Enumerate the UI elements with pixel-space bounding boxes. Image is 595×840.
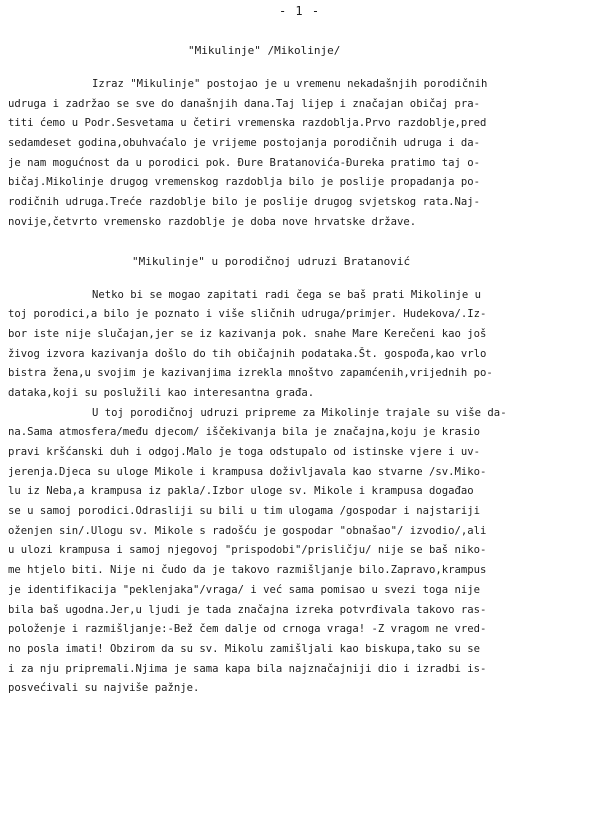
text-line: jerenja.Djeca su uloge Mikole i krampusa doživljavala kao stvarne /sv.Miko- [8, 465, 487, 478]
intro-paragraph [8, 75, 581, 233]
text-line: U toj porodičnoj udruzi pripreme za Mikolinje trajale su više da- [92, 406, 507, 419]
text-line: bila baš ugodna.Jer,u ljudi je tada značajna izreka potvrđivala takovo ras- [8, 603, 487, 616]
text-line: posvećivali su najviše pažnje. [8, 682, 200, 695]
text-line: novije,četvrto vremensko razdoblje je doba nove hrvatske države. [8, 215, 417, 228]
text-line: bistra žena,u svojim je kazivanjima izrekla mnoštvo zapamćenih,vrijednih po- [8, 367, 493, 380]
text-line: lu iz Neba,a krampusa iz pakla/.Izbor uloge sv. Mikole i krampusa događao [8, 485, 474, 498]
section-paragraph [8, 286, 581, 404]
text-line: je nam mogućnost da u porodici pok. Đure Bratanovića-Đureka pratimo taj o- [8, 156, 480, 169]
text-line: Izraz "Mikulinje" postojao je u vremenu nekadašnjih porodičnih [92, 78, 488, 90]
text-line: se u samoj porodici.Odrasliji su bili u tim ulogama /gospodar i najstariji [8, 505, 480, 518]
text-line: sedamdeset godina,obuhvaćalo je vrijeme postojanja porodičnih udruga i da- [8, 137, 480, 150]
text-line: titi ćemo u Podr.Sesvetama u četiri vremenska razdoblja.Prvo razdoblje,pred [8, 117, 487, 130]
text-line: no posla imati! Obzirom da su sv. Mikolu zamišljali kao biskupa,tako su se [8, 642, 480, 655]
text-line: pravi kršćanski duh i odgoj.Malo je toga odstupalo od istinske vjere i uv- [8, 446, 480, 458]
text-line: živog izvora kazivanja došlo do tih običajnih podataka.Št. gospođa,kao vrlo [8, 347, 487, 360]
text-line: oženjen sin/.Ulogu sv. Mikole s radošću je gospodar "obnašao"/ izvodio/,ali [8, 524, 487, 537]
text-line: dataka,koji su poslužili kao interesantna građa. [8, 386, 315, 399]
text-line: je identifikacija "peklenjaka"/vraga/ i već sama pomisao u svezi toga nije [8, 583, 480, 596]
text-line: položenje i razmišljanje:-Bež čem dalje od crnoga vraga! -Z vragom ne vred- [8, 623, 487, 636]
text-line: udruga i zadržao se sve do današnjih dana.Taj lijep i značajan običaj pra- [8, 97, 480, 110]
text-line: bor iste nije slučajan,jer se iz kazivanja pok. snahe Mare Kerečeni kao još [8, 327, 487, 340]
section-heading: "Mikulinje" u porodičnoj udruzi Bratanović [132, 254, 411, 268]
text-line: me htjelo biti. Nije ni čudo da je takovo razmišljanje bilo.Zapravo,krampus [8, 564, 487, 577]
section-paragraph [8, 404, 581, 699]
text-line: toj porodici,a bilo je poznato i više sličnih udruga/primjer. Hudekova/.Iz- [8, 308, 487, 321]
text-line: na.Sama atmosfera/među djecom/ iščekivanja bila je značajna,koju je krasio [8, 426, 480, 439]
text-line: i za nju pripremali.Njima je sama kapa bila najznačajniji dio i izradbi is- [8, 662, 487, 675]
text-line: rodičnih udruga.Treće razdoblje bilo je poslije drugog svjetskog rata.Naj- [8, 196, 480, 209]
text-line: bičaj.Mikolinje drugog vremenskog razdoblja bilo je poslije propadanja po- [8, 176, 480, 189]
text-line: u ulozi krampusa i samoj njegovoj "prispodobi"/prisličju/ nije se baš niko- [8, 544, 487, 557]
document-title: "Mikulinje" /Mikolinje/ [188, 44, 341, 57]
text-line: Netko bi se mogao zapitati radi čega se baš prati Mikolinje u [92, 288, 482, 301]
page-number: - 1 - [278, 4, 321, 18]
